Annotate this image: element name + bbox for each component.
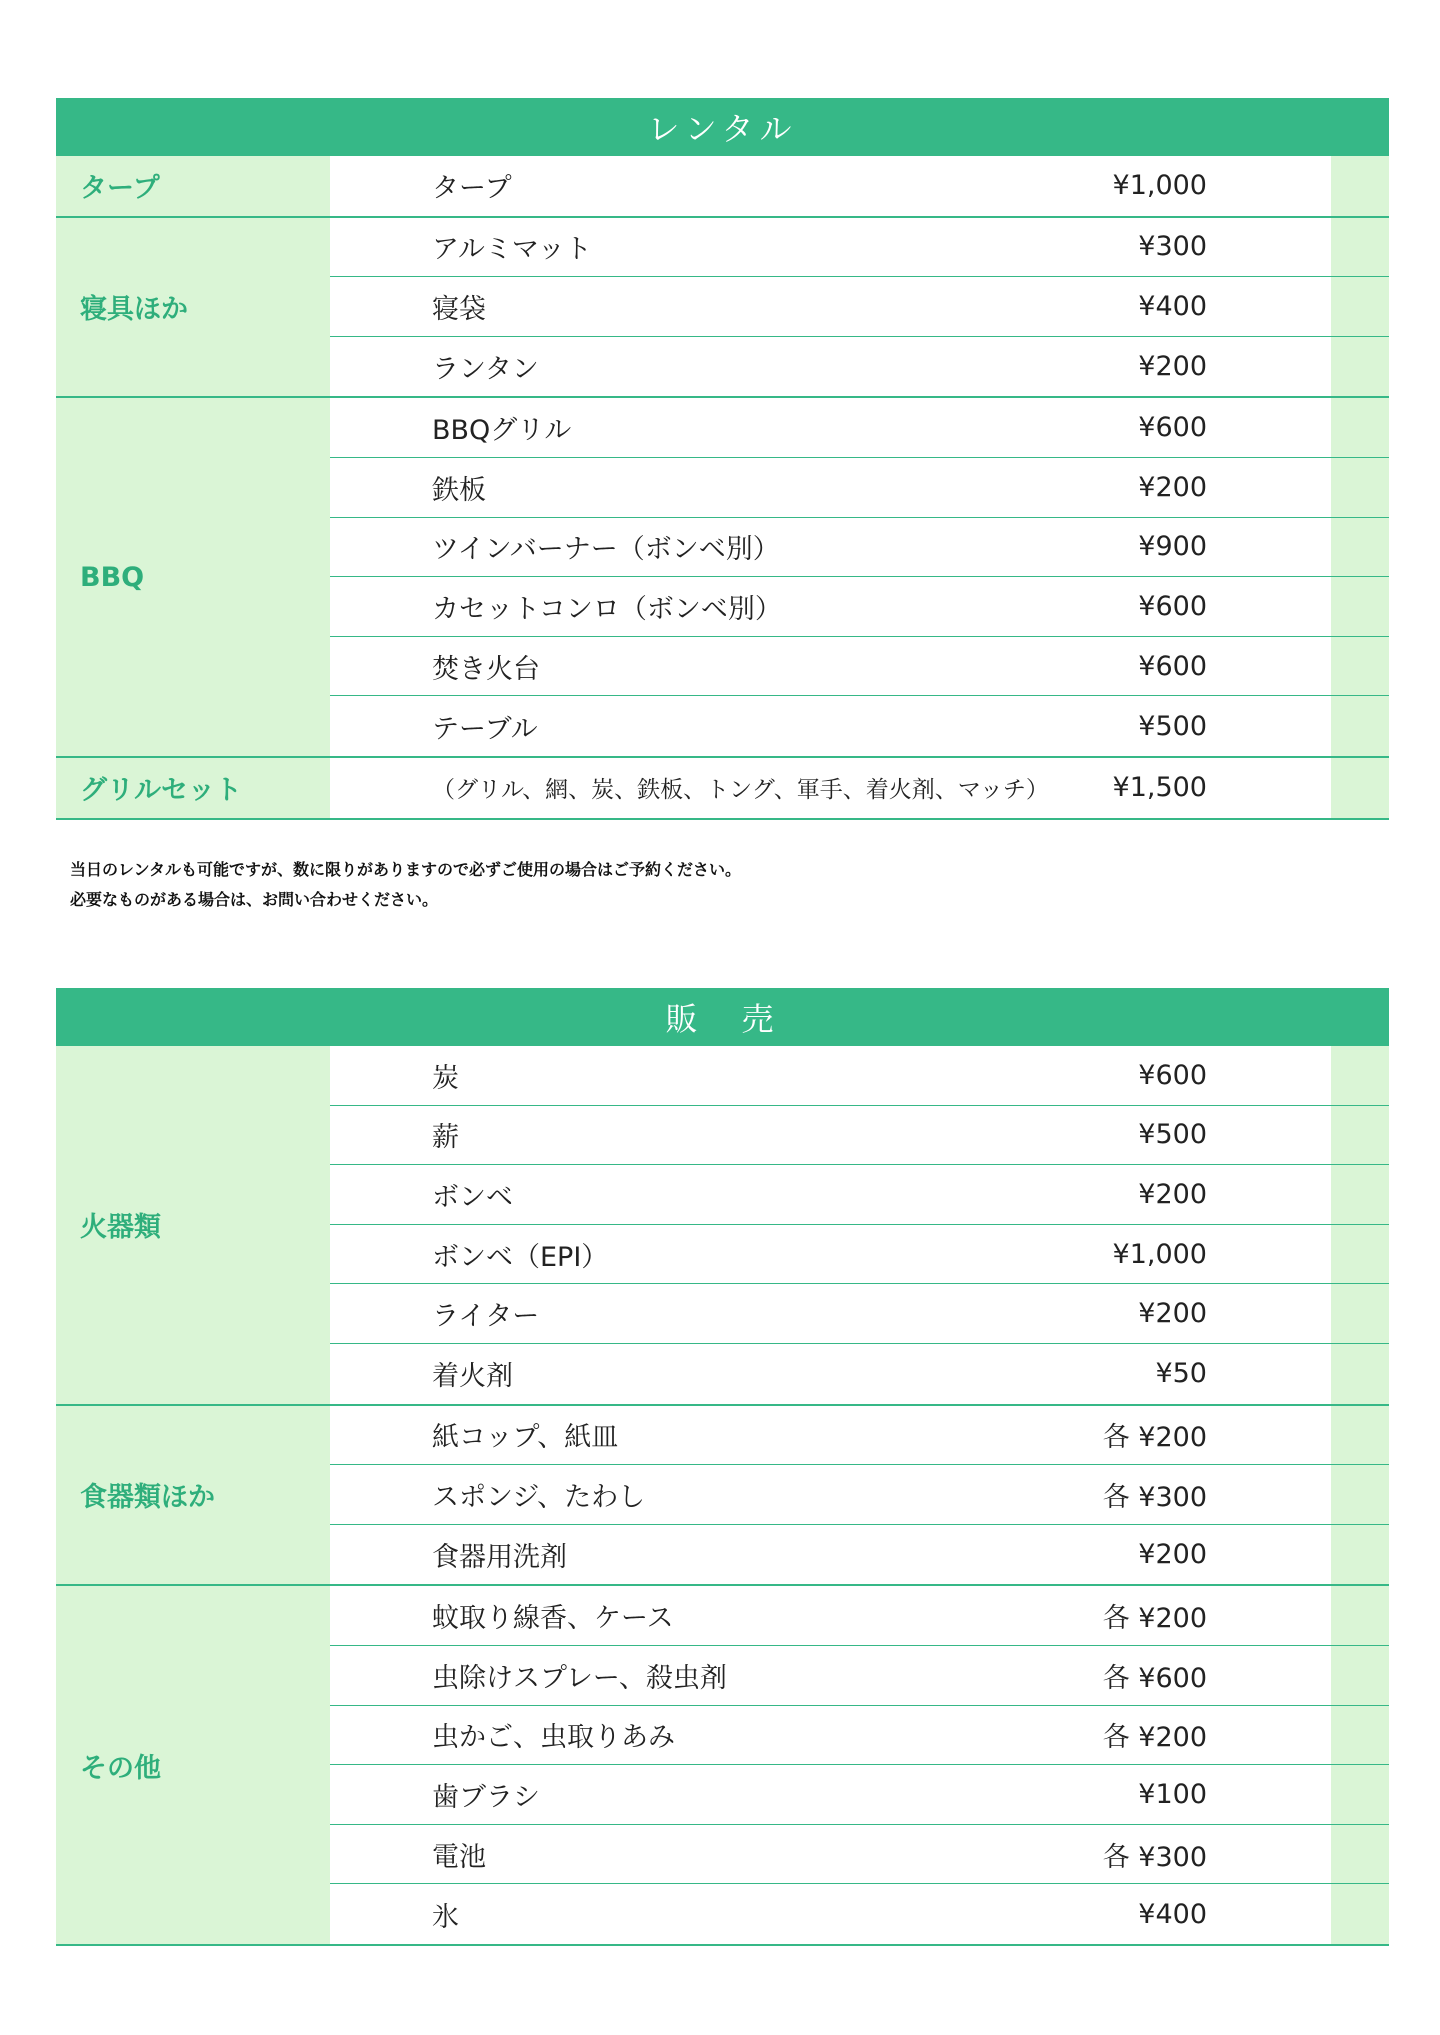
category-label: その他 xyxy=(56,1586,330,1944)
row-end-cell xyxy=(1331,458,1389,517)
item-price: ¥1,000 xyxy=(1112,170,1207,202)
item-price: 各 ¥200 xyxy=(1102,1603,1207,1635)
item-name: 蚊取り線香、ケース xyxy=(432,1603,674,1635)
item-price: 各 ¥600 xyxy=(1102,1662,1207,1694)
item-name: 食器用洗剤 xyxy=(432,1542,567,1574)
item-name: 薪 xyxy=(432,1122,459,1154)
row-end-cell xyxy=(1331,1884,1389,1944)
item-price: 各 ¥300 xyxy=(1102,1481,1207,1513)
category-group xyxy=(56,758,1389,820)
item-name: 虫かご、虫取りあみ xyxy=(432,1722,675,1754)
item-name: 虫除けスプレー、殺虫剤 xyxy=(432,1662,727,1694)
item-rows xyxy=(330,156,1389,216)
rental-section xyxy=(56,98,1389,820)
item-name: 着火剤 xyxy=(432,1361,513,1393)
item-name: カセットコンロ（ボンベ別） xyxy=(432,593,782,625)
item-name: アルミマット xyxy=(432,234,592,266)
item-price: ¥200 xyxy=(1138,351,1207,383)
item-price: ¥600 xyxy=(1138,1059,1207,1091)
row-end-cell xyxy=(1331,1586,1389,1645)
row-end-cell xyxy=(1331,156,1389,216)
row-end-cell xyxy=(1331,1525,1389,1585)
item-rows xyxy=(330,398,1389,756)
row-end-cell xyxy=(1331,577,1389,636)
category-group xyxy=(56,1046,1389,1406)
row-end-cell xyxy=(1331,637,1389,696)
item-row xyxy=(330,1525,1389,1585)
sales-table xyxy=(56,1046,1389,1946)
item-name: （グリル、網、炭、鉄板、トング、軍手、着火剤、マッチ） xyxy=(432,777,1049,804)
item-price: 各 ¥300 xyxy=(1102,1841,1207,1873)
item-row xyxy=(330,218,1389,278)
item-row xyxy=(330,458,1389,518)
row-end-cell xyxy=(1331,1165,1389,1224)
item-price: ¥200 xyxy=(1138,471,1207,503)
category-group xyxy=(56,218,1389,399)
item-price: ¥200 xyxy=(1138,1539,1207,1571)
row-end-cell xyxy=(1331,758,1389,818)
item-name: ボンベ xyxy=(432,1181,513,1213)
item-name: 寝袋 xyxy=(432,293,486,325)
category-group xyxy=(56,1586,1389,1946)
item-price: ¥50 xyxy=(1155,1358,1207,1390)
item-rows xyxy=(330,1586,1389,1944)
sales-section xyxy=(56,988,1389,1946)
row-end-cell xyxy=(1331,1706,1389,1765)
item-row xyxy=(330,1465,1389,1525)
item-price: ¥1,500 xyxy=(1112,772,1207,804)
item-name: 電池 xyxy=(432,1841,486,1873)
item-price: 各 ¥200 xyxy=(1102,1422,1207,1454)
item-row xyxy=(330,277,1389,337)
item-row xyxy=(330,1825,1389,1885)
item-price: ¥200 xyxy=(1138,1178,1207,1210)
item-price: ¥400 xyxy=(1138,290,1207,322)
row-end-cell xyxy=(1331,1465,1389,1524)
row-end-cell xyxy=(1331,1046,1389,1105)
item-name: ボンベ（EPI） xyxy=(432,1241,609,1273)
category-group xyxy=(56,1406,1389,1587)
item-row xyxy=(330,398,1389,458)
rental-table xyxy=(56,156,1389,820)
note-line: 必要なものがある場合は、お問い合わせください。 xyxy=(70,890,439,909)
item-row xyxy=(330,577,1389,637)
item-row xyxy=(330,1406,1389,1466)
item-row xyxy=(330,1106,1389,1166)
row-end-cell xyxy=(1331,218,1389,277)
row-end-cell xyxy=(1331,1344,1389,1404)
row-end-cell xyxy=(1331,337,1389,397)
item-name: 炭 xyxy=(432,1062,459,1094)
item-price: ¥1,000 xyxy=(1112,1238,1207,1270)
rental-title: レンタル xyxy=(56,98,1389,156)
item-price: 各 ¥200 xyxy=(1102,1722,1207,1754)
row-end-cell xyxy=(1331,1825,1389,1884)
item-price: ¥400 xyxy=(1138,1898,1207,1930)
item-price: ¥200 xyxy=(1138,1298,1207,1330)
item-name: 紙コップ、紙皿 xyxy=(432,1422,619,1454)
rental-notes xyxy=(70,855,741,915)
category-label: タープ xyxy=(56,156,330,216)
item-row xyxy=(330,637,1389,697)
item-row xyxy=(330,1284,1389,1344)
item-name: タープ xyxy=(432,173,512,205)
item-price: ¥100 xyxy=(1138,1778,1207,1810)
item-rows xyxy=(330,1406,1389,1585)
item-row xyxy=(330,1225,1389,1285)
item-price: ¥900 xyxy=(1138,531,1207,563)
row-end-cell xyxy=(1331,1225,1389,1284)
category-group xyxy=(56,156,1389,218)
item-name: テーブル xyxy=(432,713,538,745)
item-rows xyxy=(330,1046,1389,1404)
item-price: ¥600 xyxy=(1138,590,1207,622)
item-name: 焚き火台 xyxy=(432,653,540,685)
item-name: 歯ブラシ xyxy=(432,1781,540,1813)
item-rows xyxy=(330,218,1389,397)
item-price: ¥600 xyxy=(1138,412,1207,444)
item-row xyxy=(330,696,1389,756)
item-name: 鉄板 xyxy=(432,474,486,506)
row-end-cell xyxy=(1331,277,1389,336)
item-price: ¥600 xyxy=(1138,650,1207,682)
category-label: 食器類ほか xyxy=(56,1406,330,1585)
item-name: ツインバーナー（ボンベ別） xyxy=(432,534,780,566)
item-row xyxy=(330,1706,1389,1766)
row-end-cell xyxy=(1331,1646,1389,1705)
item-price: ¥500 xyxy=(1138,710,1207,742)
row-end-cell xyxy=(1331,518,1389,577)
row-end-cell xyxy=(1331,1106,1389,1165)
item-row xyxy=(330,1586,1389,1646)
row-end-cell xyxy=(1331,696,1389,756)
item-row xyxy=(330,1344,1389,1404)
item-row xyxy=(330,337,1389,397)
item-price: ¥500 xyxy=(1138,1119,1207,1151)
item-name: スポンジ、たわし xyxy=(432,1481,646,1513)
item-rows xyxy=(330,758,1389,818)
item-name: 氷 xyxy=(432,1901,459,1933)
category-label: BBQ xyxy=(56,398,330,756)
item-row xyxy=(330,1884,1389,1944)
item-row xyxy=(330,1646,1389,1706)
category-group xyxy=(56,398,1389,758)
item-row xyxy=(330,1765,1389,1825)
category-label: 寝具ほか xyxy=(56,218,330,397)
category-label: 火器類 xyxy=(56,1046,330,1404)
category-label: グリルセット xyxy=(56,758,330,818)
item-row xyxy=(330,518,1389,578)
row-end-cell xyxy=(1331,1284,1389,1343)
row-end-cell xyxy=(1331,1406,1389,1465)
row-end-cell xyxy=(1331,398,1389,457)
note-line: 当日のレンタルも可能ですが、数に限りがありますので必ずご使用の場合はご予約ください。 xyxy=(70,860,741,879)
item-row xyxy=(330,156,1389,216)
item-row xyxy=(330,1046,1389,1106)
item-name: ランタン xyxy=(432,354,539,386)
item-row xyxy=(330,1165,1389,1225)
item-row xyxy=(330,758,1389,818)
row-end-cell xyxy=(1331,1765,1389,1824)
item-name: ライター xyxy=(432,1301,540,1333)
item-name: BBQグリル xyxy=(432,415,572,447)
sales-title: 販 売 xyxy=(56,988,1389,1046)
item-price: ¥300 xyxy=(1138,231,1207,263)
